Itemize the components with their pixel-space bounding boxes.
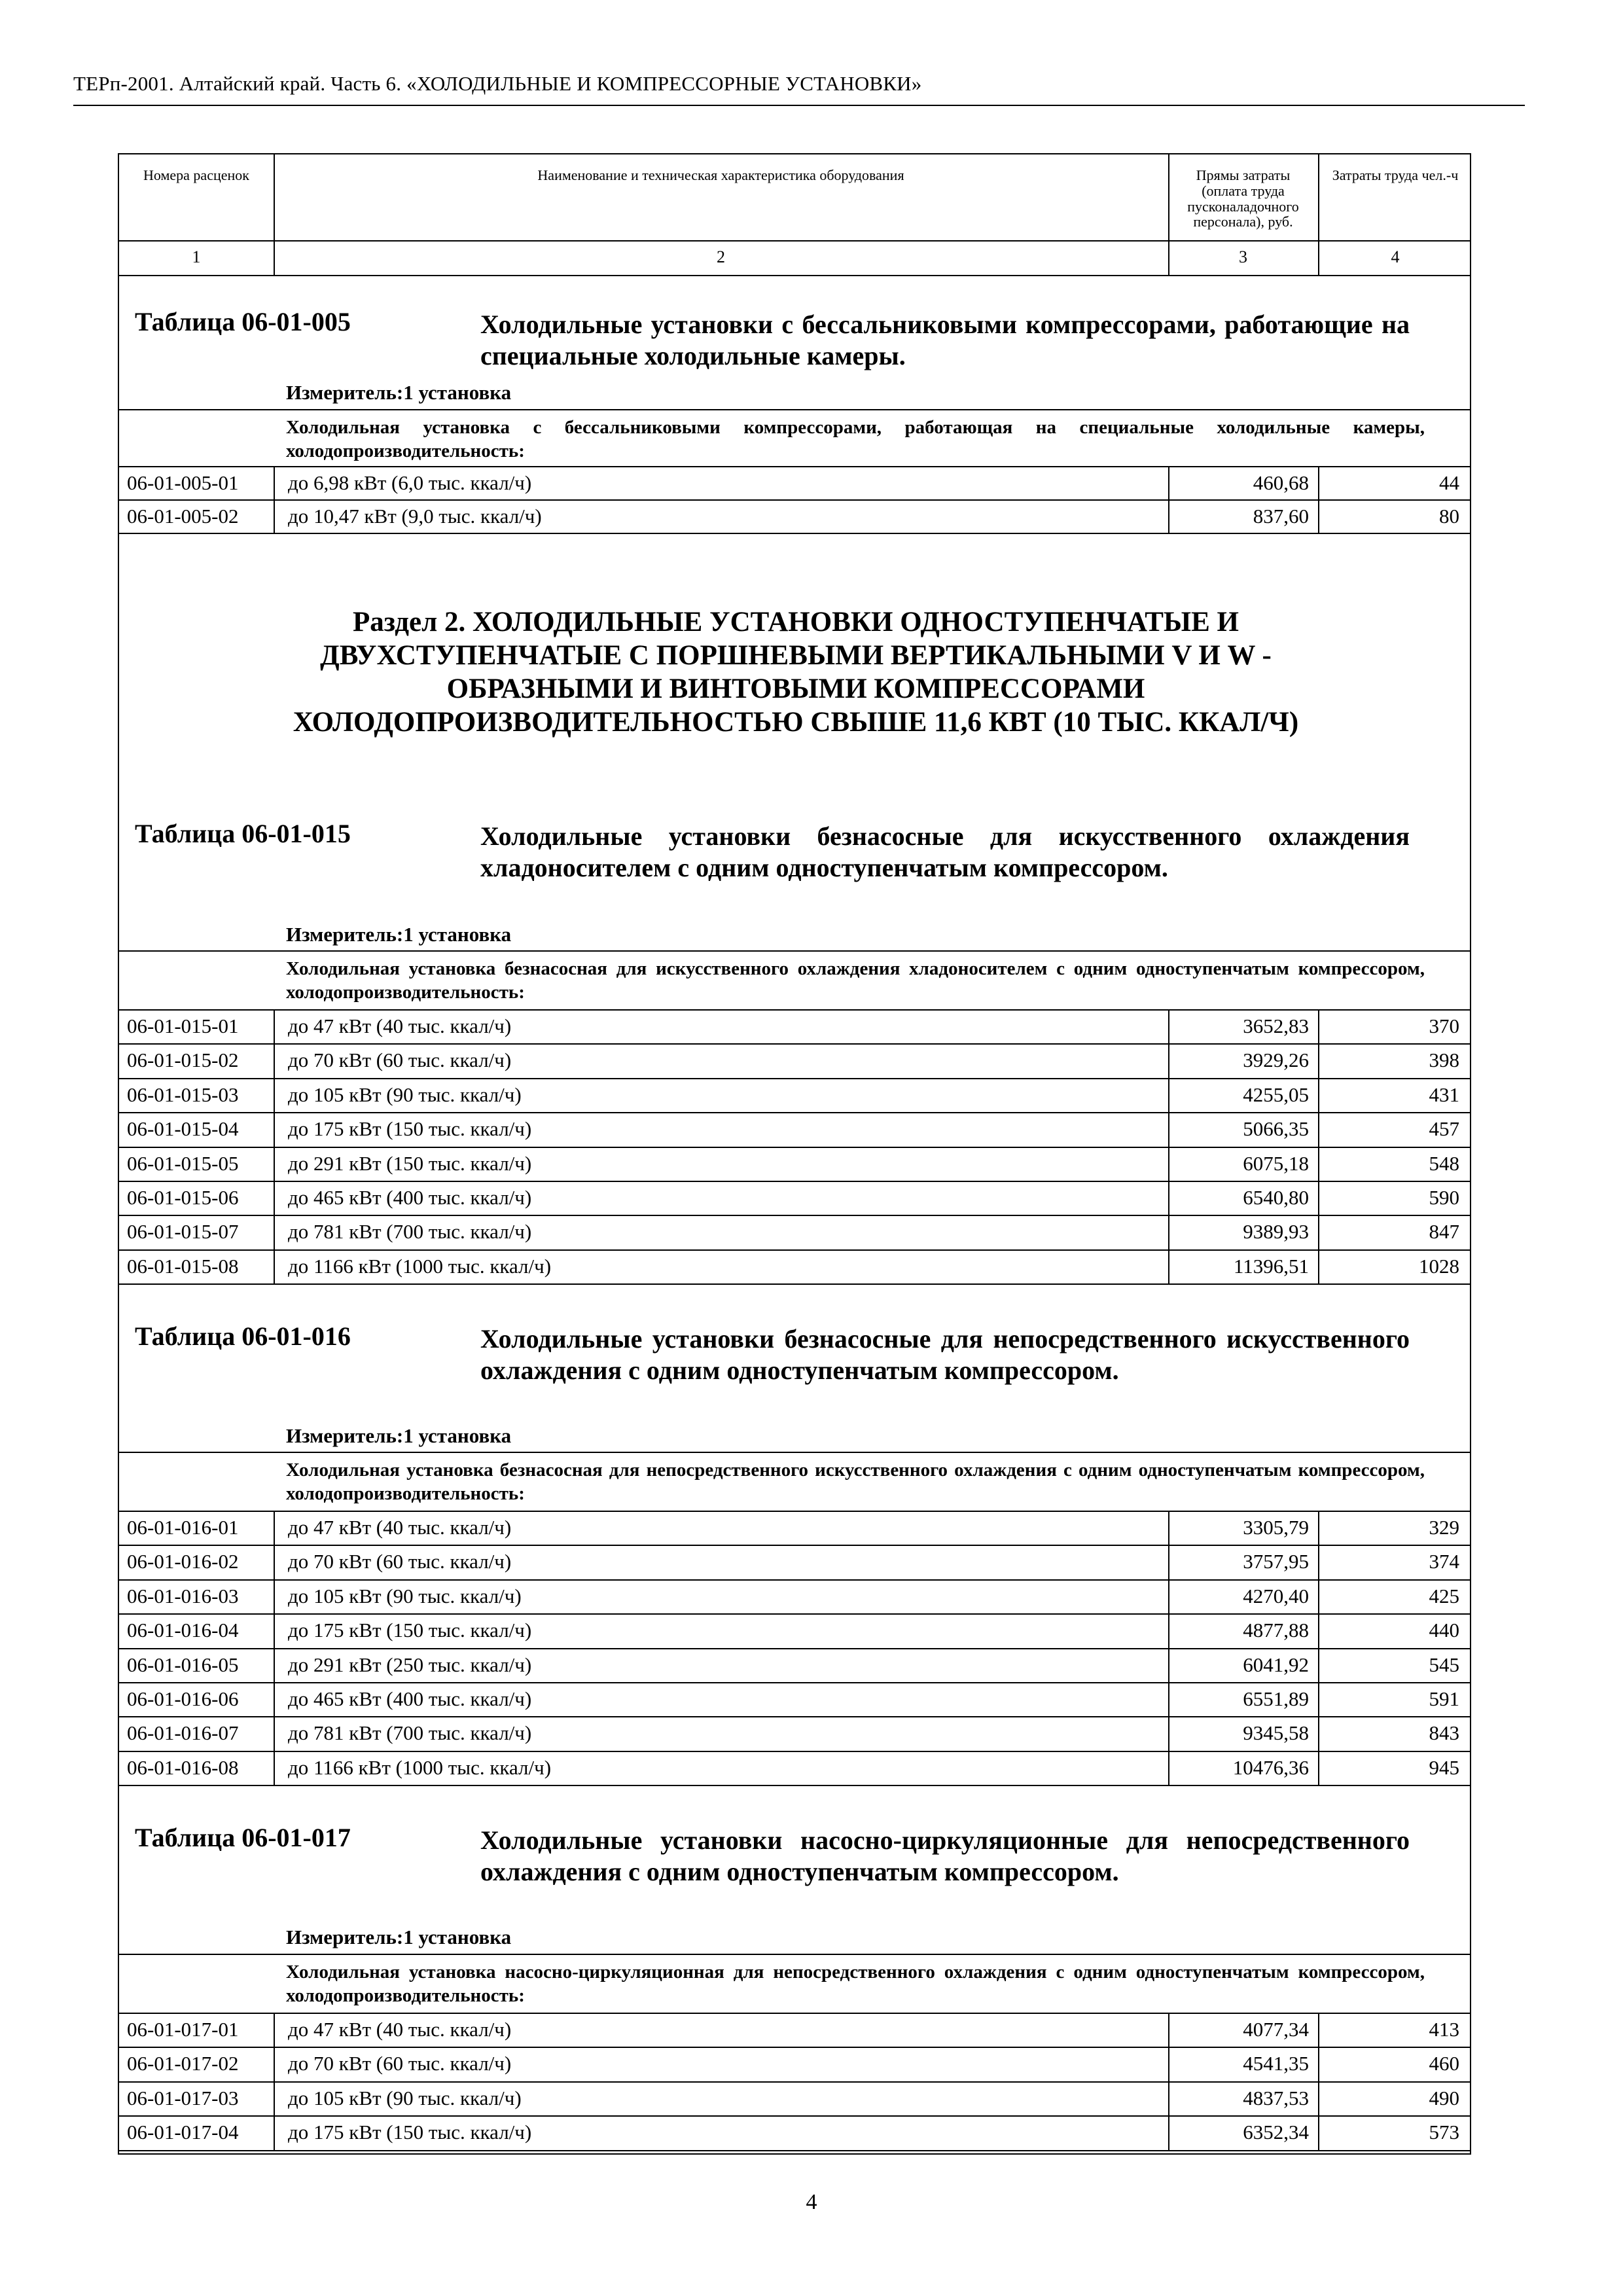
row-rule xyxy=(119,1009,1470,1011)
labor-hours: 413 xyxy=(1429,2018,1459,2041)
row-rule xyxy=(119,275,1470,276)
table-title: Холодильные установки безнасосные для непосредственного искусственного охлаждения с одним одноступенчатым компрессором. xyxy=(480,1324,1410,1385)
row-rule xyxy=(119,1283,1470,1285)
direct-cost: 837,60 xyxy=(1253,505,1309,528)
direct-cost: 3305,79 xyxy=(1243,1516,1309,1539)
column-rule xyxy=(1168,466,1169,533)
column-rule xyxy=(274,1009,275,1283)
direct-cost: 6540,80 xyxy=(1243,1186,1309,1209)
labor-hours: 490 xyxy=(1429,2086,1459,2109)
row-rule xyxy=(119,240,1470,242)
rate-code: 06-01-005-02 xyxy=(127,505,239,528)
intro-text: Холодильная установка насосно-циркуляционная для непосредственного охлаждения с одним одноступенчатым компрессором, холодопроизводительность: xyxy=(286,1962,1425,2007)
row-rule xyxy=(119,1112,1470,1113)
table-label: Таблица 06-01-017 xyxy=(135,1823,351,1852)
row-rule xyxy=(119,1452,1470,1453)
direct-cost: 10476,36 xyxy=(1232,1755,1309,1779)
direct-cost: 4877,88 xyxy=(1243,1619,1309,1642)
column-rule xyxy=(274,466,275,533)
direct-cost: 9389,93 xyxy=(1243,1220,1309,1244)
direct-cost: 6041,92 xyxy=(1243,1653,1309,1676)
row-rule xyxy=(119,2081,1470,2083)
direct-cost: 6075,18 xyxy=(1243,1151,1309,1175)
column-rule xyxy=(1168,1009,1169,1283)
rate-code: 06-01-017-02 xyxy=(127,2052,239,2075)
equipment-name: до 10,47 кВт (9,0 тыс. ккал/ч) xyxy=(288,505,542,528)
direct-cost: 6551,89 xyxy=(1243,1687,1309,1710)
equipment-name: до 70 кВт (60 тыс. ккал/ч) xyxy=(288,1550,512,1573)
direct-cost: 9345,58 xyxy=(1243,1721,1309,1745)
section-heading-line: ХОЛОДОПРОИЗВОДИТЕЛЬНОСТЬЮ СВЫШЕ 11,6 КВТ (10 ТЫС. ККАЛ/Ч) xyxy=(293,707,1299,738)
rate-code: 06-01-016-01 xyxy=(127,1516,239,1539)
column-rule xyxy=(274,2013,275,2150)
direct-cost: 3757,95 xyxy=(1243,1550,1309,1573)
labor-hours: 591 xyxy=(1429,1687,1459,1710)
row-rule xyxy=(119,466,1470,467)
labor-hours: 945 xyxy=(1429,1755,1459,1779)
rate-code: 06-01-015-07 xyxy=(127,1220,239,1244)
labor-hours: 44 xyxy=(1439,471,1459,494)
equipment-name: до 105 кВт (90 тыс. ккал/ч) xyxy=(288,2086,522,2109)
labor-hours: 457 xyxy=(1429,1117,1459,1141)
equipment-name: до 47 кВт (40 тыс. ккал/ч) xyxy=(288,1516,512,1539)
labor-hours: 548 xyxy=(1429,1151,1459,1175)
labor-hours: 80 xyxy=(1439,505,1459,528)
section-heading-line: ДВУХСТУПЕНЧАТЫЕ С ПОРШНЕВЫМИ ВЕРТИКАЛЬНЫМИ V И W - xyxy=(320,640,1272,671)
rate-code: 06-01-005-01 xyxy=(127,471,239,494)
equipment-name: до 291 кВт (150 тыс. ккал/ч) xyxy=(288,1151,532,1175)
equipment-name: до 70 кВт (60 тыс. ккал/ч) xyxy=(288,2052,512,2075)
labor-hours: 1028 xyxy=(1419,1254,1459,1278)
column-rule xyxy=(1168,2013,1169,2150)
measure-unit: Измеритель:1 установка xyxy=(286,381,512,404)
column-rule xyxy=(1318,1009,1319,1283)
measure-unit: Измеритель:1 установка xyxy=(286,1926,512,1948)
direct-cost: 5066,35 xyxy=(1243,1117,1309,1141)
rate-code: 06-01-016-05 xyxy=(127,1653,239,1676)
column-rule xyxy=(1318,2013,1319,2150)
row-rule xyxy=(119,1043,1470,1045)
row-rule xyxy=(119,1215,1470,1216)
direct-cost: 3652,83 xyxy=(1243,1014,1309,1037)
intro-text: Холодильная установка безнасосная для искусственного охлаждения хладоносителем с одним одноступенчатым компрессором, холодопроизводительность: xyxy=(286,958,1425,1003)
intro-text: Холодильная установка с бессальниковыми компрессорами, работающая на специальные холодильные камеры, холодопроизводительность: xyxy=(286,417,1425,462)
labor-hours: 431 xyxy=(1429,1083,1459,1106)
equipment-name: до 175 кВт (150 тыс. ккал/ч) xyxy=(288,1117,532,1141)
equipment-name: до 105 кВт (90 тыс. ккал/ч) xyxy=(288,1584,522,1607)
labor-hours: 370 xyxy=(1429,1014,1459,1037)
rate-code: 06-01-015-03 xyxy=(127,1083,239,1106)
row-rule xyxy=(119,1147,1470,1148)
header-rule xyxy=(73,105,1525,106)
row-rule xyxy=(119,499,1470,501)
row-rule xyxy=(119,2013,1470,2014)
column-header-name: Наименование и техническая характеристика оборудования xyxy=(537,167,904,183)
rate-code: 06-01-015-08 xyxy=(127,1254,239,1278)
row-rule xyxy=(119,1181,1470,1182)
row-rule xyxy=(119,1751,1470,1752)
labor-hours: 590 xyxy=(1429,1186,1459,1209)
equipment-name: до 465 кВт (400 тыс. ккал/ч) xyxy=(288,1186,532,1209)
column-number: 3 xyxy=(1239,247,1247,266)
equipment-name: до 105 кВт (90 тыс. ккал/ч) xyxy=(288,1083,522,1106)
labor-hours: 440 xyxy=(1429,1619,1459,1642)
rate-code: 06-01-015-02 xyxy=(127,1049,239,1072)
rate-code: 06-01-015-01 xyxy=(127,1014,239,1037)
table-title: Холодильные установки с бессальниковыми компрессорами, работающие на специальные холодильные камеры. xyxy=(480,310,1410,370)
labor-hours: 425 xyxy=(1429,1584,1459,1607)
intro-text: Холодильная установка безнасосная для непосредственного искусственного охлаждения с одним одноступенчатым компрессором, холодопроизводительность: xyxy=(286,1460,1425,1505)
direct-cost: 460,68 xyxy=(1253,471,1309,494)
equipment-name: до 47 кВт (40 тыс. ккал/ч) xyxy=(288,1014,512,1037)
rate-code: 06-01-017-03 xyxy=(127,2086,239,2109)
labor-hours: 545 xyxy=(1429,1653,1459,1676)
direct-cost: 4077,34 xyxy=(1243,2018,1309,2041)
section-heading-line: ОБРАЗНЫМИ И ВИНТОВЫМИ КОМПРЕССОРАМИ xyxy=(446,673,1145,704)
direct-cost: 4270,40 xyxy=(1243,1584,1309,1607)
page-number: 4 xyxy=(806,2190,817,2214)
rate-code: 06-01-016-07 xyxy=(127,1721,239,1745)
row-rule xyxy=(119,2150,1470,2151)
table-label: Таблица 06-01-016 xyxy=(135,1321,351,1351)
direct-cost: 4837,53 xyxy=(1243,2086,1309,2109)
row-rule xyxy=(119,1648,1470,1649)
measure-unit: Измеритель:1 установка xyxy=(286,1424,512,1447)
equipment-name: до 6,98 кВт (6,0 тыс. ккал/ч) xyxy=(288,471,532,494)
row-rule xyxy=(119,1579,1470,1581)
equipment-name: до 1166 кВт (1000 тыс. ккал/ч) xyxy=(288,1254,552,1278)
section-heading-line: Раздел 2. ХОЛОДИЛЬНЫЕ УСТАНОВКИ ОДНОСТУПЕНЧАТЫЕ И xyxy=(352,607,1240,637)
rate-code: 06-01-016-02 xyxy=(127,1550,239,1573)
row-rule xyxy=(119,1078,1470,1079)
equipment-name: до 781 кВт (700 тыс. ккал/ч) xyxy=(288,1220,532,1244)
column-rule xyxy=(1318,1511,1319,1785)
rate-code: 06-01-017-01 xyxy=(127,2018,239,2041)
row-rule xyxy=(119,409,1470,410)
rate-code: 06-01-016-06 xyxy=(127,1687,239,1710)
table-label: Таблица 06-01-015 xyxy=(135,819,351,848)
labor-hours: 460 xyxy=(1429,2052,1459,2075)
labor-hours: 374 xyxy=(1429,1550,1459,1573)
column-header-code: Номера расценок xyxy=(143,167,249,183)
column-number: 2 xyxy=(717,247,725,266)
row-rule xyxy=(119,950,1470,952)
equipment-name: до 781 кВт (700 тыс. ккал/ч) xyxy=(288,1721,532,1745)
row-rule xyxy=(119,1785,1470,1786)
rate-code: 06-01-015-05 xyxy=(127,1151,239,1175)
rate-code: 06-01-016-08 xyxy=(127,1755,239,1779)
direct-cost: 11396,51 xyxy=(1233,1254,1309,1278)
labor-hours: 843 xyxy=(1429,1721,1459,1745)
rate-code: 06-01-016-03 xyxy=(127,1584,239,1607)
row-rule xyxy=(119,1545,1470,1546)
column-header-labor: Затраты труда чел.-ч xyxy=(1332,167,1459,183)
direct-cost: 6352,34 xyxy=(1243,2121,1309,2144)
column-rule xyxy=(1318,466,1319,533)
equipment-name: до 70 кВт (60 тыс. ккал/ч) xyxy=(288,1049,512,1072)
column-number: 4 xyxy=(1391,247,1400,266)
labor-hours: 847 xyxy=(1429,1220,1459,1244)
row-rule xyxy=(119,1249,1470,1251)
measure-unit: Измеритель:1 установка xyxy=(286,923,512,946)
equipment-name: до 47 кВт (40 тыс. ккал/ч) xyxy=(288,2018,512,2041)
running-head: ТЕРп-2001. Алтайский край. Часть 6. «ХОЛОДИЛЬНЫЕ И КОМПРЕССОРНЫЕ УСТАНОВКИ» xyxy=(73,72,922,95)
row-rule xyxy=(119,1682,1470,1683)
rate-code: 06-01-015-06 xyxy=(127,1186,239,1209)
table-title: Холодильные установки безнасосные для искусственного охлаждения хладоносителем с одним одноступенчатым компрессором. xyxy=(480,821,1410,882)
price-table xyxy=(118,153,1471,2155)
column-number: 1 xyxy=(192,247,201,266)
row-rule xyxy=(119,1716,1470,1717)
rate-code: 06-01-015-04 xyxy=(127,1117,239,1141)
equipment-name: до 291 кВт (250 тыс. ккал/ч) xyxy=(288,1653,532,1676)
labor-hours: 573 xyxy=(1429,2121,1459,2144)
labor-hours: 329 xyxy=(1429,1516,1459,1539)
table-title: Холодильные установки насосно-циркуляционные для непосредственного охлаждения с одним одноступенчатым компрессором. xyxy=(480,1825,1410,1886)
rate-code: 06-01-017-04 xyxy=(127,2121,239,2144)
row-rule xyxy=(119,1954,1470,1955)
column-header-cost: Прямы затраты (оплата труда пусконаладочного персонала), руб. xyxy=(1187,167,1299,230)
row-rule xyxy=(119,1613,1470,1615)
equipment-name: до 1166 кВт (1000 тыс. ккал/ч) xyxy=(288,1755,552,1779)
row-rule xyxy=(119,1511,1470,1512)
direct-cost: 4255,05 xyxy=(1243,1083,1309,1106)
labor-hours: 398 xyxy=(1429,1049,1459,1072)
equipment-name: до 175 кВт (150 тыс. ккал/ч) xyxy=(288,2121,532,2144)
table-label: Таблица 06-01-005 xyxy=(135,307,351,336)
row-rule xyxy=(119,2047,1470,2048)
column-rule xyxy=(1168,1511,1169,1785)
row-rule xyxy=(119,2115,1470,2117)
row-rule xyxy=(119,533,1470,534)
direct-cost: 4541,35 xyxy=(1243,2052,1309,2075)
equipment-name: до 175 кВт (150 тыс. ккал/ч) xyxy=(288,1619,532,1642)
rate-code: 06-01-016-04 xyxy=(127,1619,239,1642)
equipment-name: до 465 кВт (400 тыс. ккал/ч) xyxy=(288,1687,532,1710)
direct-cost: 3929,26 xyxy=(1243,1049,1309,1072)
column-rule xyxy=(274,1511,275,1785)
